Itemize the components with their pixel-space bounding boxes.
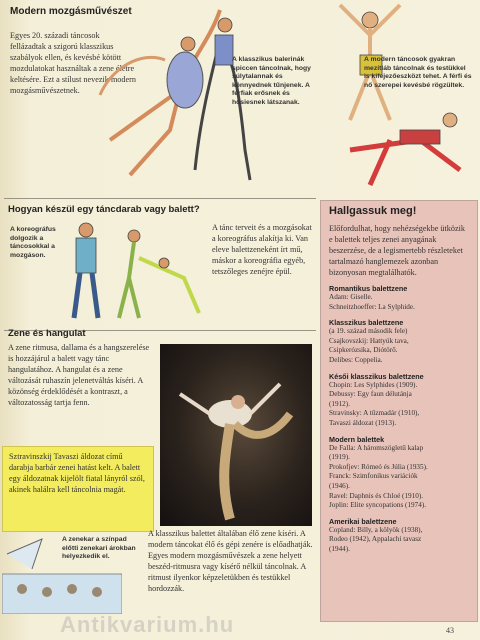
sidebar-entry: Franck: Szimfonikus variációk — [329, 472, 418, 481]
sidebar-entry: Prokofjev: Rómeó és Júlia (1935). — [329, 462, 428, 471]
caption-classic-ballet: A klasszikus balerinák spiccen táncolnak, hogy súlytalannak és könnyednek tűnjenek. A férfiak erősnek és hősiesnek látszanak. — [232, 56, 311, 106]
dancer-silhouette — [160, 344, 312, 526]
text-howto: A tánc terveit és a mozgásokat a koreográfus alakítja ki. Van eleve balettzeneként írt mű, máskor a koreográfia egyéb, tetszőleges zenéjre épül. — [212, 223, 312, 276]
heading-modern: Modern mozgásművészet — [10, 6, 132, 17]
sidebar-entry: Debussy: Egy faun délutánja — [329, 390, 412, 399]
sidebar-entry: Schneitzhoeffer: La Sylphide. — [329, 302, 415, 311]
sidebar-entry: Stravinsky: A tűzmadár (1910), — [329, 409, 420, 418]
text-stravinsky: Sztravinszkij Tavaszi áldozat című darabja barbár zenei hatást kelt. A balett egy áldozatnak kijelölt fiatal lányról szól, akinek halálra kell táncolnia magát. — [9, 452, 145, 494]
sidebar-entry: Joplin: Elite syncopations (1974). — [329, 501, 427, 510]
sidebar-section-title: Klasszikus balettzene — [329, 318, 404, 328]
watermark: Antikvarium.hu — [60, 612, 235, 637]
modern-dancers-illustration — [330, 0, 480, 195]
stravinsky-note-box — [2, 446, 154, 532]
sidebar-entry: Ravel: Daphnis és Chloé (1910). — [329, 491, 424, 500]
sidebar-entry: Chopin: Les Sylphides (1909). — [329, 380, 418, 389]
sidebar-entry: Tavaszi áldozat (1913). — [329, 418, 397, 427]
caption-orchestra: A zenekar a színpad előtti zenekari árokban helyezkedik el. — [62, 536, 136, 561]
sidebar-entry: (a 19. század második fele) — [329, 327, 408, 336]
sidebar-entry: Adam: Giselle. — [329, 293, 373, 301]
sidebar-title: Hallgassuk meg! — [329, 205, 417, 217]
caption-choreographer: A koreográfus dolgozik a táncosokkal a mozgáson. — [10, 226, 56, 259]
text-live-music: A klasszikus balettet általában élő zene kíséri. A modern táncokat élő és gépi zenére is előadhatják. Egyes modern mozgásművészek a zene helyett beszéd-ritmusra vagy kísérő nélkül táncolnak. A ritmust ilyenkor képzeletükben és testükkel hordozzák. — [148, 529, 313, 593]
sidebar-entry: (1944). — [329, 544, 350, 553]
text-modern-intro: Egyes 20. századi táncosok fellázadtak a szigorú klasszikus szabályok ellen, és kevésbé kötött mozdulatokat használtak a zene életre keltésére. Ezt a stílust nevezik modern mozgásművészetnek. — [10, 31, 136, 95]
sidebar-entry: Copland: Billy, a kölyök (1938), — [329, 525, 423, 534]
choreographer-illustration — [64, 218, 204, 328]
heading-music: Zene és hangulat — [8, 328, 86, 339]
sidebar-intro: Előfordulhat, hogy nehézségekbe ütközik e balettek teljes zenei anyagának beszerzése, de a legismertebb részleteket tartalmazó hanglemezek azonban bizonyosan megtalálhatók. — [329, 224, 465, 277]
sidebar-section-title: Romantikus balettzene — [329, 284, 408, 293]
sidebar-entry: De Falla: A háromszögletű kalap — [329, 443, 424, 452]
sidebar-entry: (1912). — [329, 399, 350, 408]
sidebar-entry: (1946). — [329, 481, 350, 490]
sidebar-section-title: Modern balettek — [329, 434, 385, 444]
sidebar-entry: Csajkovszkij: Hattyúk tava, — [329, 336, 409, 345]
sidebar-entry: (1919). — [329, 453, 350, 462]
heading-howto: Hogyan készül egy táncdarab vagy balett? — [8, 204, 200, 215]
sidebar-entry: Rodeo (1942), Appalachi tavasz — [329, 535, 422, 544]
sidebar-entry: Csipkerózsika, Diótörő. — [329, 346, 398, 355]
caption-modern-dance: A modern táncosok gyakran mezítláb táncolnak és testükkel is kifejezőeszközt tehet. A férfi és nő szerepei kevésbé rögzültek. — [364, 56, 472, 89]
sidebar-section-title: Késői klasszikus balettzene — [329, 371, 424, 381]
dancer-photo — [160, 344, 312, 526]
text-music: A zene ritmusa, dallama és a hangszerelése is hozzájárul a balett vagy tánc hangulatához. A hangulat és a zene változását ruhaszín jelenetváltás kíséri. A közönség érdeklődését a kontraszt, a változatosság tartja fenn. — [8, 343, 150, 407]
page-number: 43 — [446, 626, 454, 635]
sidebar-section-title: Amerikai balettzene — [329, 516, 397, 526]
divider — [4, 198, 316, 199]
listening-sidebar — [320, 200, 478, 622]
sidebar-entry: Delibes: Coppelia. — [329, 355, 383, 364]
